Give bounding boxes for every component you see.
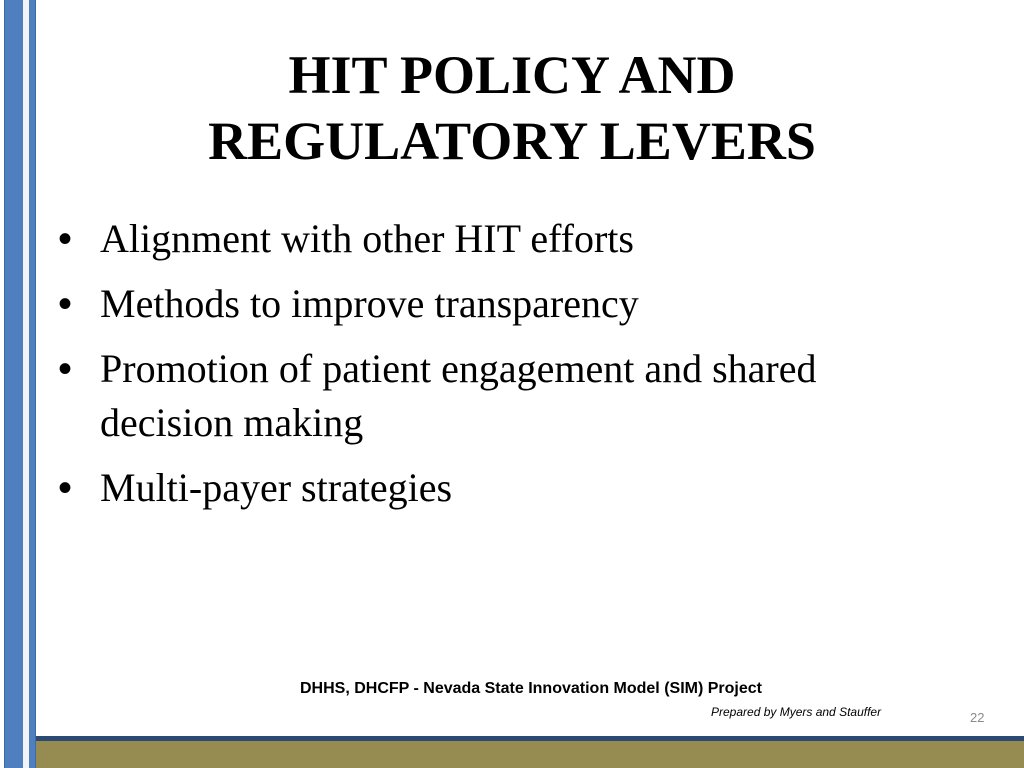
left-accent-bar-outer xyxy=(4,0,24,768)
bullet-list xyxy=(56,212,956,526)
slide-title-line-2: REGULATORY LEVERS xyxy=(208,111,816,171)
slide-title-line-1: HIT POLICY AND xyxy=(288,45,736,105)
footer-prepared-by: Prepared by Myers and Stauffer xyxy=(711,705,882,719)
bullet-text: Multi-payer strategies xyxy=(100,465,453,510)
bullet-text: Promotion of patient engagement and shared decision making xyxy=(100,346,817,445)
bullet-item xyxy=(56,277,956,331)
slide-title xyxy=(60,42,964,174)
bullet-dot-icon: • xyxy=(58,466,73,510)
bullet-item xyxy=(56,212,956,266)
bottom-band-olive xyxy=(36,741,1024,768)
footer-project-name: DHHS, DHCFP - Nevada State Innovation Model (SIM) Project xyxy=(300,680,762,697)
bullet-text: Alignment with other HIT efforts xyxy=(100,216,634,261)
bullet-item xyxy=(56,342,956,450)
bullet-dot-icon: • xyxy=(58,217,73,261)
bullet-text: Methods to improve transparency xyxy=(100,281,639,326)
page-number: 22 xyxy=(970,710,985,725)
bullet-item xyxy=(56,461,956,515)
left-accent-bar-inner xyxy=(29,0,36,768)
bullet-dot-icon: • xyxy=(58,347,73,391)
bullet-dot-icon: • xyxy=(58,282,73,326)
